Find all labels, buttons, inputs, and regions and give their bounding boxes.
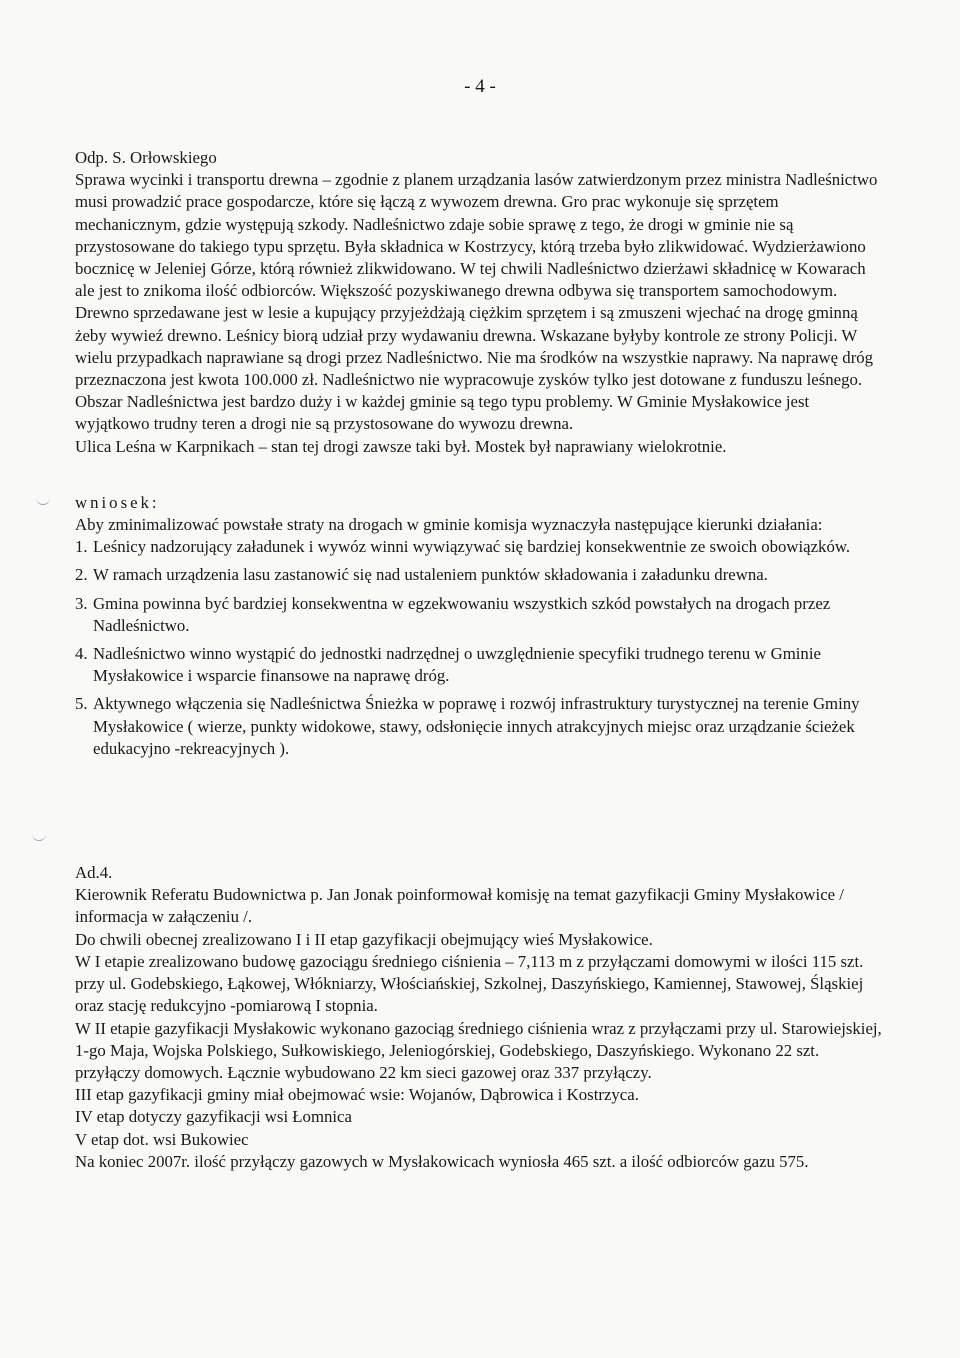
section-paragraph: Sprawa wycinki i transportu drewna – zgodnie z planem urządzania lasów zatwierdzonym przez ministra Nadleśnictwo musi prowadzić prace gospodarcze, które się łączą z wywozem drewna. Gro prac wykonuje się sprzętem mechanicznym, gdzie występują szkody. Nadleśnictwo zdaje sobie sprawę z tego, że drogi w gminie nie są przystosowane do takiego typu sprzętu. Była składnica w Kostrzycy, którą trzeba było zlikwidować. Wydzierżawiono bocznicę w Jeleniej Górze, którą również zlikwidowano. W tej chwili Nadleśnictwo dzierżawi składnicę w Kowarach ale jest to znikoma ilość odbiorców. Większość pozyskiwanego drewna odbywa się transportem samochodowym. Drewno sprzedawane jest w lesie a kupujący przyjeżdżają ciężkim sprzętem i są zmuszeni wjechać na drogę gminną żeby wywieź drewno. Leśnicy biorą udział przy wydawaniu drewna. Wskazane byłyby kontrole ze strony Policji. W wielu przypadkach naprawiane są drogi przez Nadleśnictwo. Nie ma środków na wszystkie naprawy. Na naprawę dróg przeznaczona jest kwota 100.000 zł. Nadleśnictwo nie wypracowuje zysków tylko jest dotowane z funduszu leśnego. Obszar Nadleśnictwa jest bardzo duży i w każdej gminie są tego typu problemy. W Gminie Mysłakowice jest wyjątkowo trudny teren a drogi nie są przystosowane do wywozu drewna. (75, 170, 878, 434)
ad4-paragraph: Do chwili obecnej zrealizowano I i II etap gazyfikacji obejmujący wieś Mysłakowice. (75, 929, 653, 949)
section-heading: Odp. S. Orłowskiego (75, 148, 217, 167)
list-item: 2. W ramach urządzenia lasu zastanowić się nad ustaleniem punktów składowania i załadunku drewna. (75, 565, 768, 585)
ad4-heading: Ad.4. (75, 863, 113, 883)
section-paragraph: Ulica Leśna w Karpnikach – stan tej drogi zawsze taki był. Mostek był naprawiany wielokrotnie. (75, 436, 727, 456)
list-item: 3. Gmina powinna być bardziej konsekwentna w egzekwowaniu wszystkich szkód powstałych na drogach przez Nadleśnictwo. (75, 593, 831, 635)
ad4-paragraph: V etap dot. wsi Bukowiec (75, 1129, 249, 1149)
ad4-paragraph: III etap gazyfikacji gminy miał obejmować wsie: Wojanów, Dąbrowica i Kostrzyca. (75, 1085, 639, 1105)
recommendations-list (75, 536, 885, 760)
list-item: 5. Aktywnego włączenia się Nadleśnictwa Śnieżka w poprawę i rozwój infrastruktury turystycznej na terenie Gminy Mysłakowice ( wierze, punkty widokowe, stawy, odsłonięcie innych atrakcyjnych miejsc oraz urządzanie ścieżek edukacyjno -rekreacyjnych ). (75, 694, 860, 758)
binder-hole-mark (32, 830, 46, 841)
binder-hole-mark (36, 494, 50, 505)
wniosek-heading: wniosek: (75, 492, 160, 512)
wniosek-intro: Aby zminimalizować powstałe straty na drogach w gminie komisja wyznaczyła następujące kierunki działania: (75, 515, 823, 535)
ad4-paragraph: Na koniec 2007r. ilość przyłączy gazowych w Mysłakowicach wyniosła 465 szt. a ilość odbiorców gazu 575. (75, 1151, 809, 1171)
list-item: 1. Leśnicy nadzorujący załadunek i wywóz winni wywiązywać się bardziej konsekwentnie ze swoich obowiązków. (75, 537, 851, 557)
list-item: 4. Nadleśnictwo winno wystąpić do jednostki nadrzędnej o uwzględnienie specyfiki trudnego terenu w Gminie Mysłakowice i wsparcie finansowe na naprawę dróg. (75, 644, 821, 686)
ad4-paragraph: W II etapie gazyfikacji Mysłakowic wykonano gazociąg średniego ciśnienia wraz z przyłączami przy ul. Starowiejskiej, 1-go Maja, Wojska Polskiego, Sułkowiskiego, Jeleniogórskiej, Godebskiego, Daszyńskiego. Wykonano 22 szt. przyłączy domowych. Łącznie wybudowano 22 km sieci gazowej oraz 337 przyłączy. (75, 1018, 882, 1082)
document-body (75, 147, 885, 1173)
page-number: - 4 - (464, 76, 496, 97)
ad4-paragraph: Kierownik Referatu Budownictwa p. Jan Jonak poinformował komisję na temat gazyfikacji Gminy Mysłakowice / informacja w załączeniu /. (75, 885, 844, 927)
ad4-paragraph: W I etapie zrealizowano budowę gazociągu średniego ciśnienia – 7,113 m z przyłączami domowymi w ilości 115 szt. przy ul. Godebskiego, Łąkowej, Włókniarzy, Włościańskiej, Szkolnej, Daszyńskiego, Kamiennej, Stawowej, Śląskiej oraz stację redukcyjno -pomiarową I stopnia. (75, 951, 864, 1016)
ad4-paragraph: IV etap dotyczy gazyfikacji wsi Łomnica (75, 1107, 352, 1127)
